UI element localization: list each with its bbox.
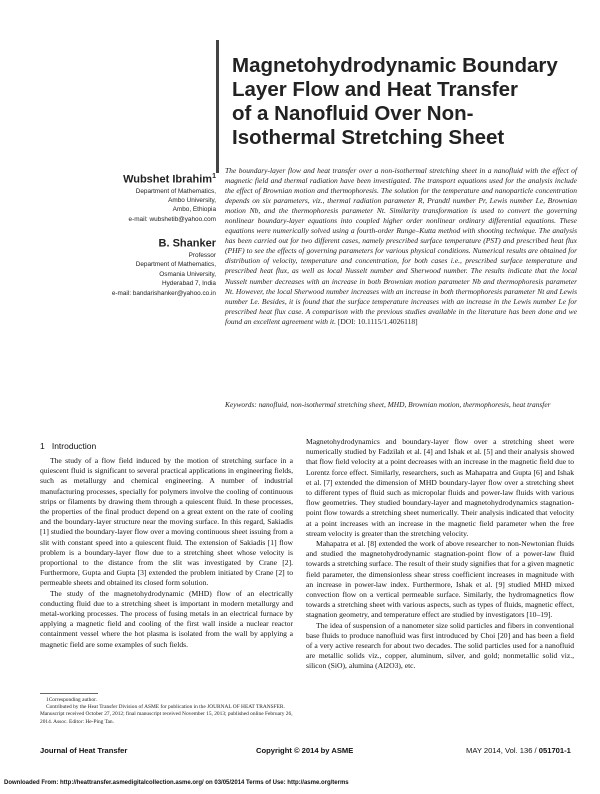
body-paragraph: The idea of suspension of a nanometer size solid particles and fibers in conventional base fluids to produce nanofluid was first introduced by Choi [20] and has been a field of a very active research for about two decades. The solid particles used for a nanofluid are metallic solids viz., copper, aluminum, silver, and gold; nonmetallic solid viz., silicon (SiO), alumina (Al2O3), etc. bbox=[306, 620, 574, 671]
body-paragraph: The study of the magnetohydrodynamic (MHD) flow of an electrically conducting fluid due to a stretching sheet is important in modern metallurgy and metal-working processes. The process of fusing metals in an electrical furnace by applying a magnetic field and cooling of the first wall inside a nuclear reactor containment vessel where the hot plasma is isolated from the wall by applying a magnetic field are some examples of such fields. bbox=[40, 588, 293, 649]
author-affiliation-line: Professor bbox=[188, 251, 216, 259]
paper-title bbox=[232, 54, 558, 150]
author-affiliation-line: Ambo University, bbox=[168, 197, 216, 205]
footer-copyright: Copyright © 2014 by ASME bbox=[256, 746, 354, 755]
author-email: e-mail: wubshetib@yahoo.com bbox=[128, 215, 216, 223]
title-line: Layer Flow and Heat Transfer bbox=[232, 78, 518, 101]
download-notice: Downloaded From: http://heattransfer.asmedigitalcollection.asme.org/ on 03/05/2014 Terms of Use: http://asme.org/terms bbox=[4, 780, 349, 786]
body-paragraph: The study of a flow field induced by the motion of stretching surface in a quiescent fluid is significant to several practical applications in engineering fields, such as metallurgy and chemical engineering. A number of industrial manufacturing processes, specially for polymers involve the cooling of continuous strips or filaments by drawing them through a quiescent fluid. In these processes, the properties of the final product depend on a great extent on the rate of cooling and the boundary-layer structure near the moving surface. In this regard, Sakiadis [1] studied the boundary-layer flow over a moving continuous sheet issuing from a slit with constant speed into a quiescent fluid. The extension of Sakiadis [1] flow problem is a boundary-layer flow due to a stretching sheet whose velocity is proportional to the distance from the slit was investigated by Crane [2]. Furthermore, Gupta and Gupta [3] extended the problem initiated by Crane [2] to permeable sheets and obtained its closed form solution. bbox=[40, 456, 293, 588]
author-affiliation-line: Hyderabad 7, India bbox=[161, 280, 216, 288]
abstract-text: The boundary-layer flow and heat transfer over a non-isothermal stretching sheet in a nanofluid with the effect of magnetic field and thermal radiation have been investigated. The transport equations used for the analysis include the effect of Brownian motion and thermophoresis. The solution for the temperature and nanoparticle concentration depends on six parameters, viz., thermal radiation parameter R, Prandtl number Pr, Lewis number Le, Brownian motion Nb, and the thermophoresis parameter Nt. Similarity transformation is used to convert the governing nonlinear boundary-layer equations into coupled higher order nonlinear ordinary differential equations. These equations were numerically solved using a fourth-order Runge–Kutta method with shooting technique. The analysis has been carried out for two different cases, namely prescribed surface temperature (PST) and prescribed heat flux (PHF) to see the effects of governing parameters for various physical conditions. Numerical results are obtained for distribution of velocity, temperature and concentration, for both cases i.e., prescribed surface temperature and prescribed heat flux, as well as local Nusselt number and Sherwood number. The results indicate that the local Nusselt number decreases with an increase in both Brownian motion parameter Nb and thermophoresis parameter Nt. However, the local Sherwood number increases with an increase in both thermophoresis parameter Nt and Lewis number Le. Besides, it is found that the surface temperature increases with an increase in the Lewis number Le for prescribed heat flux case. A comparison with the previous studies available in the literature has been done and we found an excellent agreement with it. bbox=[225, 166, 577, 326]
left-column bbox=[40, 440, 293, 650]
footer-journal-name: Journal of Heat Transfer bbox=[40, 746, 128, 755]
author-affiliation-line: Osmania University, bbox=[159, 270, 216, 278]
title-line: Magnetohydrodynamic Boundary bbox=[232, 54, 558, 77]
footnote-rule bbox=[40, 693, 98, 694]
title-line: of a Nanofluid Over Non- bbox=[232, 102, 474, 125]
title-line: Isothermal Stretching Sheet bbox=[232, 126, 505, 149]
footer-issue: MAY 2014, Vol. 136 / 051701-1 bbox=[466, 746, 571, 755]
section-number: 1 bbox=[40, 441, 45, 451]
footer-page-number: 051701-1 bbox=[538, 746, 571, 755]
author-name: Wubshet Ibrahim$^1$ bbox=[123, 173, 216, 186]
author-block bbox=[40, 170, 216, 298]
author-email: e-mail: bandarishanker@yahoo.co.in bbox=[111, 289, 216, 297]
keywords: Keywords: nanofluid, non-isothermal stretching sheet, MHD, Brownian motion, thermophoresis, heat transfer bbox=[225, 400, 551, 409]
title-divider-bar bbox=[216, 40, 219, 173]
author-affiliation-line: Department of Mathematics, bbox=[135, 187, 216, 195]
author-affiliation-line: Department of Mathematics, bbox=[135, 261, 216, 269]
footnote: 1Corresponding author. bbox=[46, 697, 97, 703]
footnote: Contributed by the Heat Transfer Division of ASME for publication in the JOURNAL OF HEAT TRANSFER. Manuscript received October 27, 2012; final manuscript received November 15, 2013; published online February 26, 2014. Assoc. Editor: He-Ping Tan. bbox=[40, 704, 293, 725]
abstract bbox=[225, 166, 577, 327]
author-name: B. Shanker bbox=[158, 237, 216, 250]
right-column bbox=[306, 437, 574, 672]
section-title: Introduction bbox=[51, 441, 97, 451]
body-paragraph: Mahapatra et al. [8] extended the work of above researcher to non-Newtonian fluids and studied the magnetohydrodynamic stagnation-point flow of a power-law fluid towards a stretching surface. The result of their study signifies that for a given magnetic field parameter, the dimensionless shear stress coefficient increases in magnitude with an increase in power-law index. Furthermore, Ishak et al. [9] studied MHD mixed convection flow on a vertical permeable surface. Similarly, the hydromagnetics flow towards a stretching sheet with various aspects, such as types of fluids, magnetic effect, stagnation geometry, and temperature effect are studied by investigators [10–19]. bbox=[306, 539, 574, 620]
body-paragraph: Magnetohydrodynamics and boundary-layer flow over a stretching sheet were numerically studied by Fadzilah et al. [4] and Ishak et al. [5] and their analysis showed that flow field velocity at a point decreases with an increase in the magnetic field due to Lorentz force effect. Similarly, researchers, such as Mahapatra and Gupta [6] and Ishak et al. [7] extended the dimension of MHD boundary-layer flow over a stretching sheet to different types of fluid such as micropolar fluids and power-law fluids with various flow geometries. They studied boundary-layer and magnetohydrodynamics stagnation-point flow towards a stretching sheet numerically. Their analysis indicated that velocity at a point increases with an increase in the magnetic field parameter when the free stream velocity is greater than the stretching velocity. bbox=[306, 437, 574, 538]
doi-link[interactable]: [DOI: 10.1115/1.4026118] bbox=[337, 316, 418, 326]
section-heading bbox=[40, 440, 293, 452]
corresponding-author-mark: 1 bbox=[212, 173, 216, 180]
author-affiliation-line: Ambo, Ethiopia bbox=[172, 206, 216, 214]
footnotes bbox=[40, 697, 293, 726]
